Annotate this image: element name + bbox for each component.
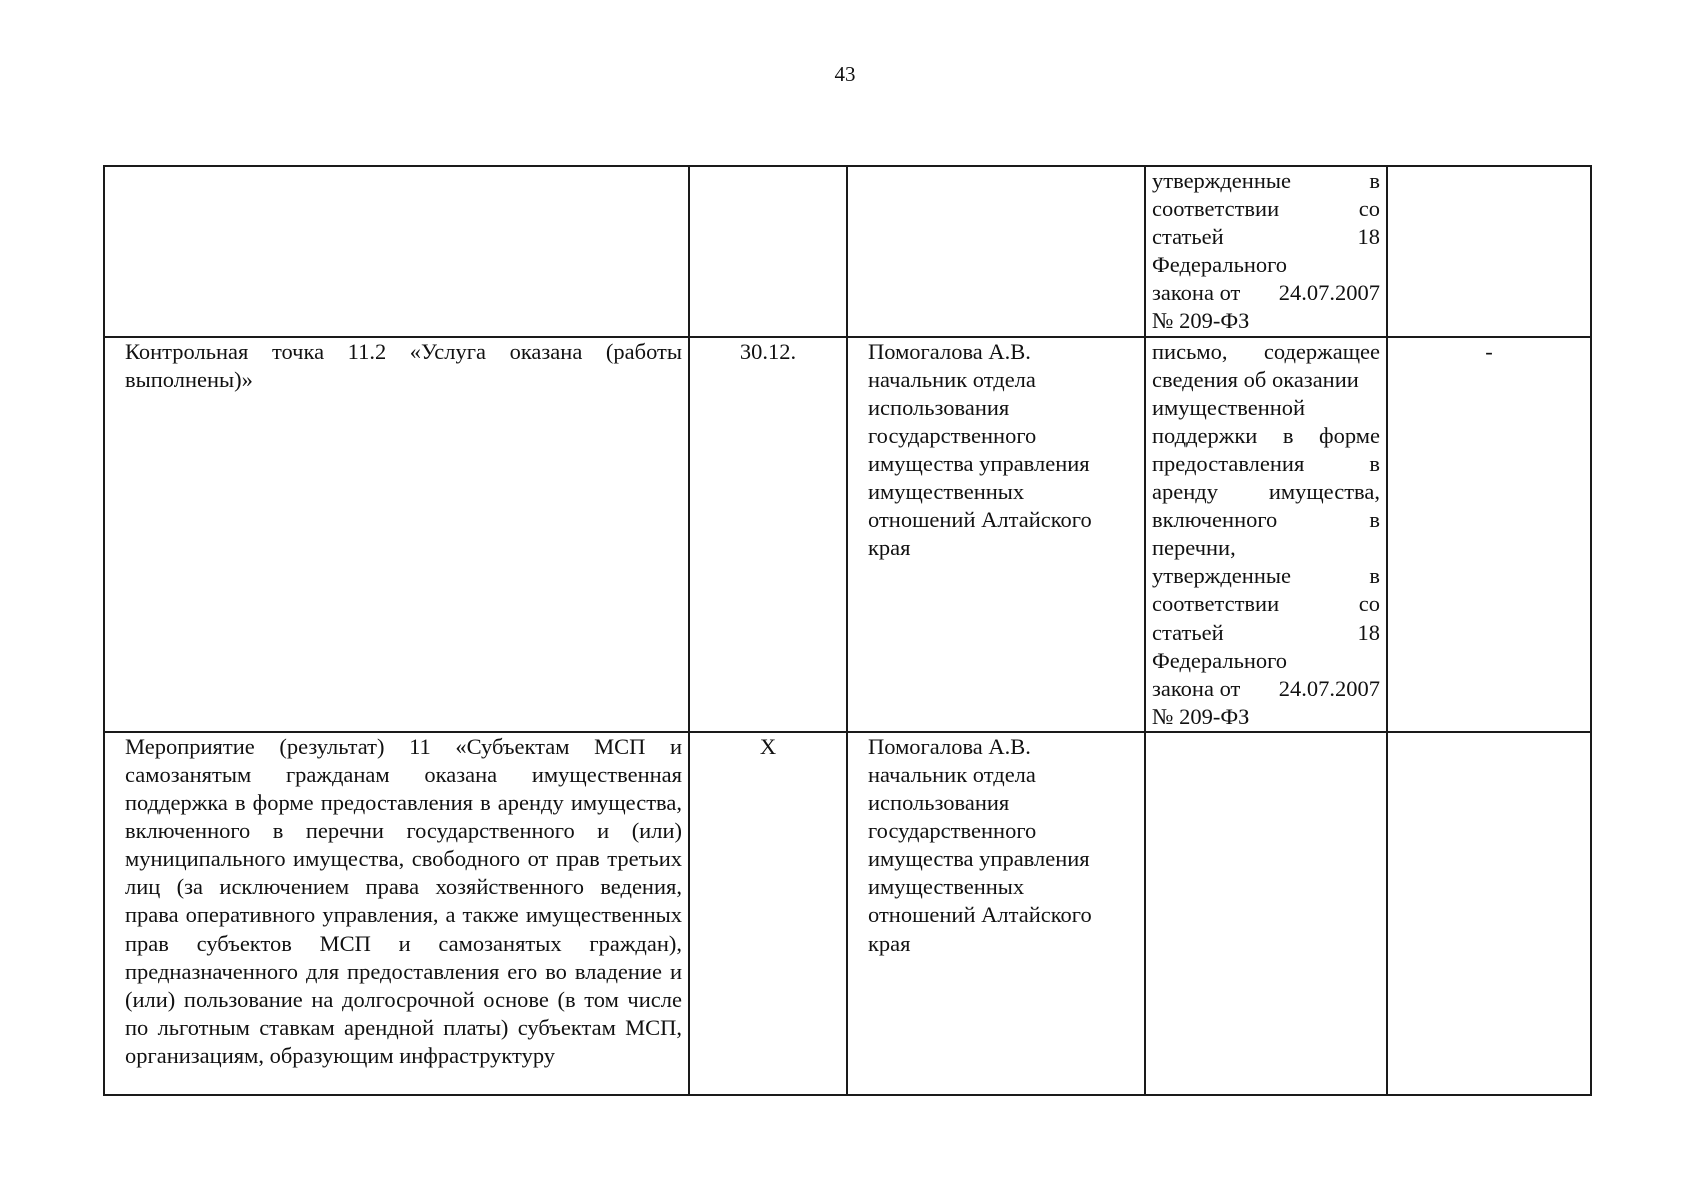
text-line: использования — [868, 790, 1010, 816]
text-line: Федерального — [1152, 647, 1288, 673]
cell-deadline — [689, 166, 847, 337]
cell-event-name: Контрольная точка 11.2 «Услуга оказана (работы выполнены)» — [104, 337, 689, 732]
text-line: № 209-ФЗ — [1152, 308, 1250, 334]
text-line: соответствии со — [1152, 196, 1380, 222]
text-line: перечни, — [1152, 535, 1236, 561]
text-line: Помогалова А.В. — [868, 338, 1031, 364]
text-line: Федерального — [1152, 252, 1288, 278]
cell-event-name — [104, 166, 689, 337]
text-line: имущества управления — [868, 846, 1090, 872]
text-line: № 209-ФЗ — [1152, 703, 1250, 729]
text-line: статьей 18 — [1152, 619, 1380, 645]
text-line: утвержденные в — [1152, 563, 1380, 589]
table-row — [104, 166, 1591, 337]
cell-responsible — [847, 732, 1145, 1095]
text-line: сведения об оказании — [1152, 366, 1359, 392]
text-line: начальник отдела — [868, 366, 1036, 392]
cell-note — [1387, 732, 1591, 1095]
text-line: поддержки в форме — [1152, 422, 1380, 448]
document-table — [103, 165, 1592, 1096]
document-text — [1152, 338, 1380, 731]
table-row — [104, 337, 1591, 732]
text-line: письмо, содержащее — [1152, 338, 1380, 364]
text-line: закона от 24.07.2007 — [1152, 280, 1380, 306]
text-line: края — [868, 930, 911, 956]
text-line: аренду имущества, — [1152, 479, 1380, 505]
text-line: имущественной — [1152, 394, 1306, 420]
document-text — [1152, 167, 1380, 336]
cell-deadline: X — [689, 732, 847, 1095]
cell-document — [1145, 337, 1387, 732]
cell-event-name: Мероприятие (результат) 11 «Субъектам МСП и самозанятым гражданам оказана имущественная поддержка в форме предоставления в аренду имущества, включенного в перечни государственного и (или) муниципального имущества, свободного от прав третьих лиц (за исключением права хозяйственного ведения, права оперативного управления, а также имущественных прав субъектов МСП и самозанятых граждан), предназначенного для предоставления его во владение и (или) пользование на долгосрочной основе (в том числе по льготным ставкам арендной платы) субъектам МСП, организациям, образующим инфраструктуру — [104, 732, 689, 1095]
text-line: включенного в — [1152, 507, 1380, 533]
text-line: начальник отдела — [868, 761, 1036, 787]
text-line: отношений Алтайского — [868, 507, 1092, 533]
cell-deadline: 30.12. — [689, 337, 847, 732]
text-line: государственного — [868, 818, 1037, 844]
text-line: закона от 24.07.2007 — [1152, 675, 1380, 701]
text-line: использования — [868, 394, 1010, 420]
cell-responsible — [847, 337, 1145, 732]
responsible-text — [868, 733, 1138, 958]
text-line: утвержденные в — [1152, 168, 1380, 193]
text-line: отношений Алтайского — [868, 902, 1092, 928]
text-line: края — [868, 535, 911, 561]
responsible-text — [868, 338, 1138, 563]
text-line: соответствии со — [1152, 591, 1380, 617]
text-line: имущественных — [868, 479, 1025, 505]
text-line: предоставления в — [1152, 450, 1380, 476]
cell-responsible — [847, 166, 1145, 337]
page-number: 43 — [834, 62, 856, 86]
cell-document — [1145, 732, 1387, 1095]
cell-note: - — [1387, 337, 1591, 732]
text-line: Помогалова А.В. — [868, 733, 1031, 759]
text-line: имущественных — [868, 874, 1025, 900]
text-line: статьей 18 — [1152, 224, 1380, 250]
table-row — [104, 732, 1591, 1095]
text-line: государственного — [868, 422, 1037, 448]
text-line: имущества управления — [868, 450, 1090, 476]
cell-document — [1145, 166, 1387, 337]
cell-note — [1387, 166, 1591, 337]
